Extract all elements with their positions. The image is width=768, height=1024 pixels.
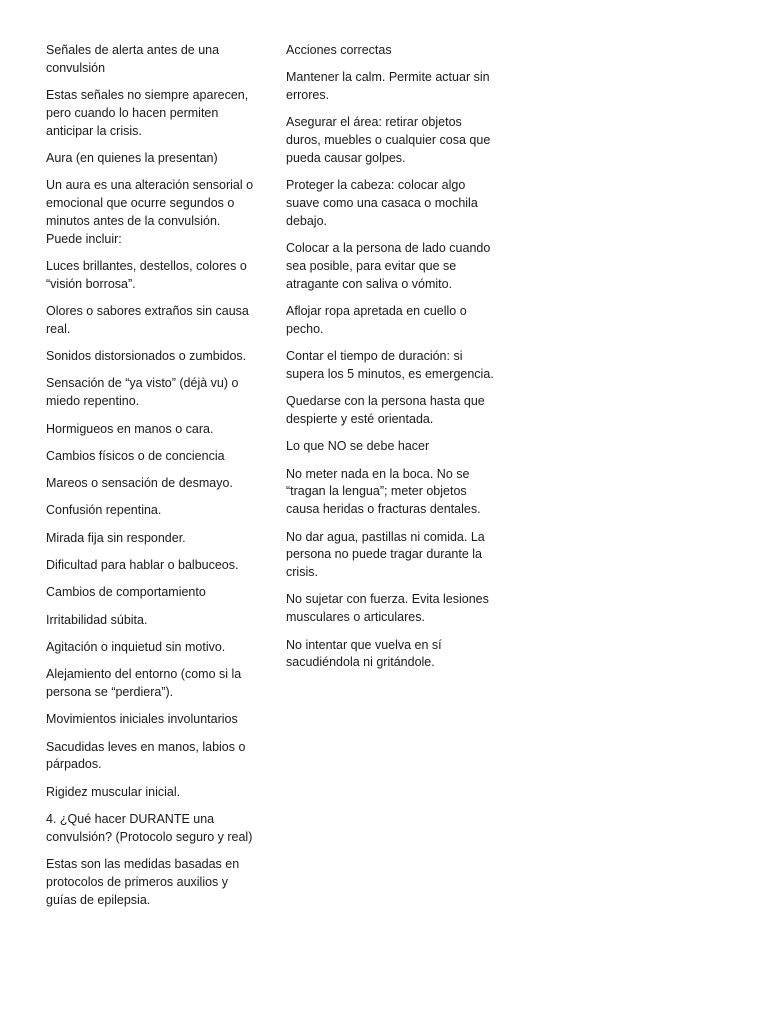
left-column (46, 42, 258, 919)
subheading-involuntary-movements: Movimientos iniciales involuntarios (46, 712, 238, 727)
item-no-shaking: No intentar que vuelva en sí sacudiéndola ni gritándole. (286, 637, 442, 670)
item-withdrawal: Alejamiento del entorno (como si la persona se “perdiera”). (46, 667, 242, 700)
item-smells: Olores o sabores extraños sin causa real. (46, 304, 249, 336)
item-loosen-clothing: Aflojar ropa apretada en cuello o pecho. (286, 304, 467, 336)
item-fixed-stare: Mirada fija sin responder. (46, 530, 186, 545)
right-column (286, 42, 498, 682)
paragraph-intro: Estas señales no siempre aparecen, pero cuando lo hacen permiten anticipar la crisis. (46, 88, 249, 138)
item-no-restraint: No sujetar con fuerza. Evita lesiones musculares o articulares. (286, 592, 489, 625)
subheading-correct-actions: Acciones correctas (286, 43, 392, 57)
item-speech-difficulty: Dificultad para hablar o balbuceos. (46, 558, 239, 573)
item-stay-with-person: Quedarse con la persona hasta que despierte y esté orientada. (286, 394, 485, 427)
item-side-position: Colocar a la persona de lado cuando sea posible, para evitar que se atragante con saliva o vómito. (286, 241, 491, 291)
item-protect-head: Proteger la cabeza: colocar algo suave como una casaca o mochila debajo. (286, 178, 478, 228)
heading-during-seizure: 4. ¿Qué hacer DURANTE una convulsión? (Protocolo seguro y real) (46, 812, 253, 844)
heading-warning-signs: Señales de alerta antes de una convulsión (46, 43, 220, 75)
item-confusion: Confusión repentina. (46, 503, 162, 518)
item-time-duration: Contar el tiempo de duración: si supera los 5 minutos, es emergencia. (286, 349, 494, 381)
item-no-water: No dar agua, pastillas ni comida. La persona no puede tragar durante la crisis. (286, 529, 485, 580)
item-rigidity: Rigidez muscular inicial. (46, 784, 181, 799)
subheading-physical-changes: Cambios físicos o de conciencia (46, 448, 225, 463)
item-lights: Luces brillantes, destellos, colores o “visión borrosa”. (46, 258, 247, 291)
item-sounds: Sonidos distorsionados o zumbidos. (46, 349, 247, 364)
item-deja-vu: Sensación de “ya visto” (déjà vu) o miedo repentino. (46, 376, 239, 409)
paragraph-protocol-intro: Estas son las medidas basadas en protocolos de primeros auxilios y guías de epilepsia. (46, 857, 240, 907)
item-twitches: Sacudidas leves en manos, labios o párpados. (46, 739, 246, 772)
item-dizziness: Mareos o sensación de desmayo. (46, 476, 233, 491)
item-stay-calm: Mantener la calm. Permite actuar sin errores. (286, 70, 490, 103)
item-secure-area: Asegurar el área: retirar objetos duros, muebles o cualquier cosa que pueda causar golpes. (286, 115, 491, 165)
subheading-behavior-changes: Cambios de comportamiento (46, 585, 206, 600)
item-agitation: Agitación o inquietud sin motivo. (46, 639, 226, 654)
item-irritability: Irritabilidad súbita. (46, 612, 148, 627)
item-nothing-in-mouth: No meter nada en la boca. No se “tragan la lengua”; meter objetos causa heridas o fracturas dentales. (286, 466, 481, 517)
item-tingling: Hormigueos en manos o cara. (46, 421, 214, 436)
subheading-aura: Aura (en quienes la presentan) (46, 150, 218, 165)
paragraph-aura-definition: Un aura es una alteración sensorial o emocional que ocurre segundos o minutos antes de la convulsión. Puede incluir: (46, 178, 254, 246)
subheading-what-not-to-do: Lo que NO se debe hacer (286, 439, 430, 454)
